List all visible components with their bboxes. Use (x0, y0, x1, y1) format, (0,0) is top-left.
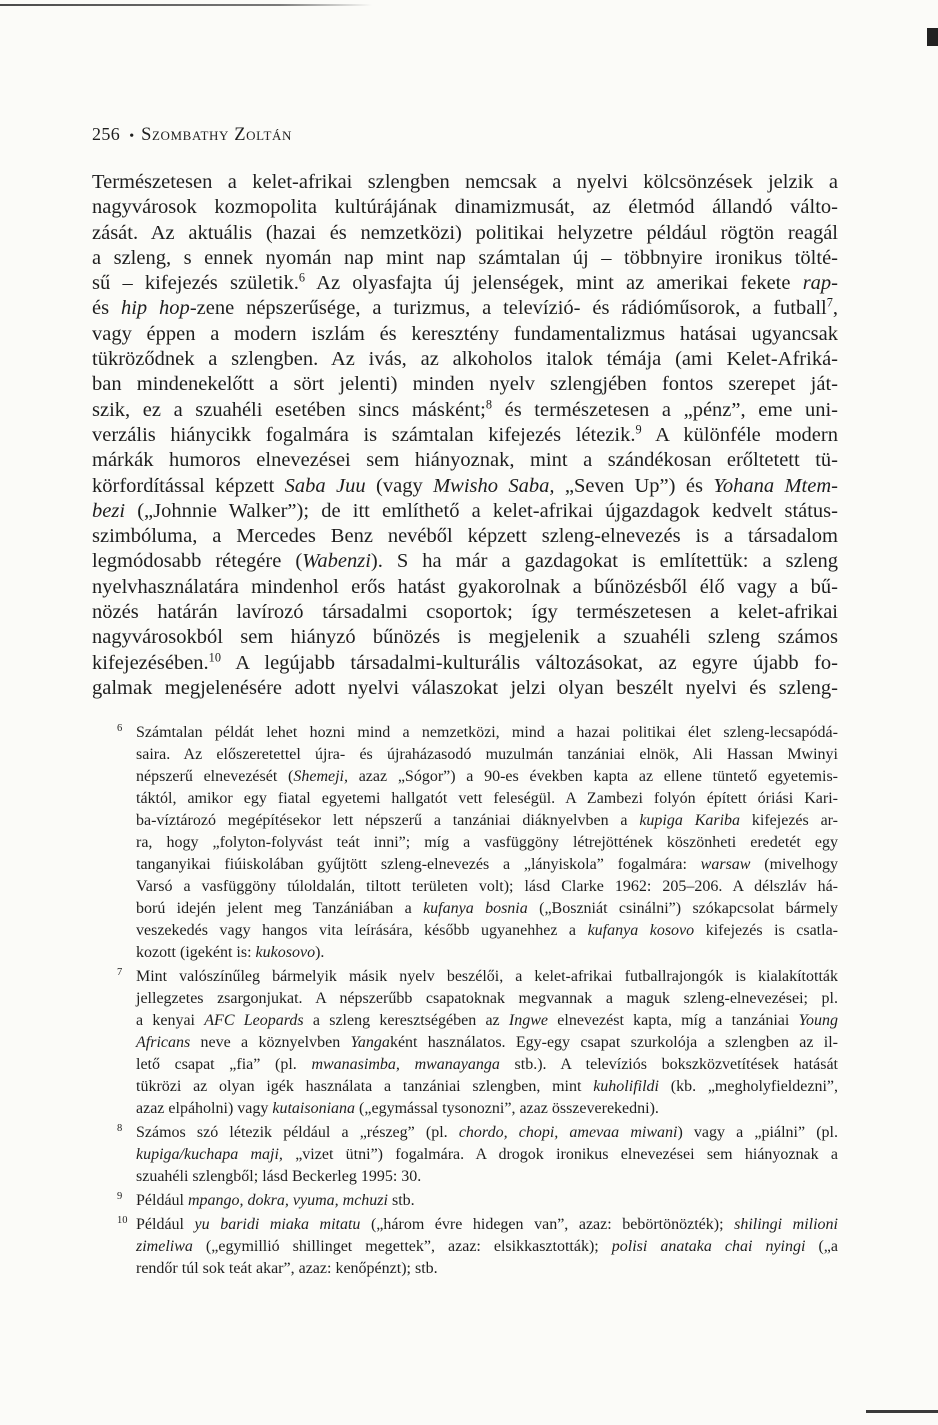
italic-text: Africans (136, 1034, 191, 1051)
text-run: legmódosabb rétegére ( (92, 550, 303, 573)
text-run: Számtalan példát lehet hozni mind a nemzetközi, mind a hazai politikai élet szleng-lecsapódá- (136, 724, 838, 741)
text-run: Mint valószínűleg bármelyik másik nyelv beszélői, a kelet-afrikai futballrajongók is kialakították (136, 968, 838, 985)
text-run: és természetesen a „pénz”, eme uni- (492, 398, 838, 421)
text-run: azaz elpáholni) vagy (136, 1100, 273, 1117)
italic-text: zimeliwa (136, 1238, 193, 1255)
text-run: ban mindenekelőtt a sört jelenti) minden nyelv szlengjében fontos szerepet ját- (92, 373, 838, 396)
scan-edge-line-bottom-right (866, 1410, 938, 1413)
footnote-line (136, 898, 838, 920)
footnote-line (136, 1214, 838, 1236)
italic-text: kufanya bosnia (423, 900, 528, 917)
text-run: nagyvárosokból sem hiányzó bűnözés is megjelenik a szuahéli szleng számos (92, 626, 838, 649)
italic-text: Young (798, 1012, 839, 1029)
footnote-line (136, 810, 838, 832)
text-run: Természetesen a kelet-afrikai szlengben nemcsak a nyelvi kölcsönzések jelzik a (92, 171, 838, 193)
text-run: ború idején jelent meg Tanzániában a (136, 900, 424, 917)
body-line (92, 423, 838, 448)
footnote-number: 7 (117, 967, 123, 978)
text-run: („Johnnie Walker”); de itt említhető a kelet-afrikai újgazdagok kedvelt státus- (125, 499, 838, 522)
body-line (92, 651, 838, 676)
body-line (92, 499, 838, 524)
text-run: ). (315, 944, 325, 961)
footnote-line (136, 744, 838, 766)
text-run: jellegzetes zsargonjukat. A népszerűbb csapatoknak megvannak a maguk szleng-elnevezései; pl. (136, 990, 838, 1007)
text-run: kozott (igeként is: (136, 944, 256, 961)
footnote-reference: 9 (635, 422, 642, 437)
footnote-number: 9 (117, 1191, 123, 1202)
text-run: ként használatos. Egy-egy csapat szurkolója a szlengben az il- (389, 1034, 838, 1051)
footnote-line (136, 1032, 838, 1054)
italic-text: Yohana Mtem- (713, 474, 838, 497)
footnote-line (136, 832, 838, 854)
text-run: Számos szó létezik például a „részeg” (pl. (136, 1124, 459, 1141)
body-line (92, 347, 838, 372)
text-run: szimbóluma, a Mercedes Benz nevéből képzett szleng-elnevezés is a társadalom (92, 525, 838, 548)
body-line (92, 296, 838, 321)
footnote-number: 8 (117, 1123, 123, 1134)
italic-text: mpango, dokra, vyuma, mchuzi (188, 1192, 388, 1209)
text-run: sű – kifejezés születik. (92, 272, 299, 295)
text-run: körfordítással képzett (92, 474, 285, 497)
footnote-line (136, 1190, 838, 1212)
footnote-reference: 6 (298, 270, 306, 285)
text-run: a szleng, s ennek nyomán nap mint nap számtalan új – többnyire ironikus tölté- (92, 246, 838, 269)
text-run: ra, hogy „folyton-folyvást teát inni”; míg a vasfüggöny létrejöttének köszönheti eredetét egy (136, 834, 838, 851)
footnote-line (136, 788, 838, 810)
text-run: ). S ha már a gazdagokat is említettük: a szleng (370, 550, 838, 573)
text-run: Például (136, 1216, 195, 1233)
text-run: nyelvhasználatára mindenhol erős hatást gyakorolnak a bűnözésből élő vagy a bű- (92, 575, 838, 598)
body-line (92, 221, 838, 246)
text-run: kifejezés is csatla- (694, 922, 839, 939)
footnote-line (136, 1122, 838, 1144)
text-run: ba-víztározó megépítésekor lett népszerű a tanzániai diáknyelvben a (136, 812, 640, 829)
text-run: Varsó a vasfüggöny túloldalán, tiltott területen volt); lásd Clarke 1962: 205–206. A délszláv há- (136, 878, 838, 895)
text-run: A legújabb társadalmi-kulturális változásokat, az egyre újabb fo- (220, 651, 838, 674)
footnote-line (136, 1258, 838, 1280)
body-line (92, 398, 838, 423)
footnote-line (136, 876, 838, 898)
text-run: a kenyai (136, 1012, 205, 1029)
text-run: („egymillió shillinget megettek”, azaz: elsikkasztották); (192, 1238, 612, 1255)
italic-text: mwanasimba, mwanayanga (311, 1056, 500, 1073)
text-run: a szleng keresztségében az (303, 1012, 509, 1029)
italic-text: kufanya kosovo (587, 922, 695, 939)
bullet-separator: • (129, 129, 135, 144)
footnote-number: 6 (117, 723, 123, 734)
body-line (92, 195, 838, 220)
text-run: és (92, 297, 121, 320)
text-run: zását. Az aktuális (hazai és nemzetközi) politikai helyzetre például rögtön reagál (92, 221, 838, 244)
italic-text: shilingi milioni (734, 1216, 838, 1233)
italic-text: chordo, chopi, amevaa miwani (458, 1124, 678, 1141)
footnote-9 (117, 1190, 838, 1212)
text-run: szuahéli szlengből; lásd Beckerleg 1995: 30. (136, 1168, 422, 1185)
text-run: azaz „Sógor”) a 90-es években kapta az ellene tüntető egyetemis- (348, 768, 839, 785)
text-run: ) vagy a „piálni” (pl. (677, 1124, 838, 1141)
body-line (92, 575, 838, 600)
body-line (92, 600, 838, 625)
body-line (92, 271, 838, 296)
text-run: népszerű elnevezését ( (136, 768, 294, 785)
text-run: stb.). A televíziós bokszközvetítések hatását (499, 1056, 838, 1073)
footnote-7 (117, 966, 839, 1120)
italic-text: rap- (802, 272, 838, 295)
italic-text: kupiga/kuchapa maji, (136, 1146, 283, 1163)
text-run: („a (805, 1238, 838, 1255)
italic-text: Saba Juu (284, 474, 366, 497)
footnote-line (136, 1144, 838, 1166)
footnote-10 (117, 1214, 838, 1280)
italic-text: hip hop (120, 297, 190, 320)
text-run: („három évre hidegen van”, azaz: bebörtönözték); (360, 1216, 735, 1233)
scan-edge-mark-top-right (927, 28, 938, 46)
italic-text: warsaw (700, 856, 751, 873)
text-run: , (832, 297, 838, 320)
body-line (92, 322, 838, 347)
body-line (92, 625, 838, 650)
footnote-line (136, 1010, 838, 1032)
text-run: elnevezést kapta, míg a tanzániai (548, 1012, 799, 1029)
text-run: verzális hiánycikk fogalmára is számtalan kifejezés létezik. (92, 423, 636, 446)
text-run: vagy éppen a modern iszlám és keresztény fundamentalizmus hatásai ugyancsak (92, 322, 838, 345)
text-run: (mivelhogy (750, 856, 839, 873)
text-run: nagyvárosok kozmopolita kultúrájának dinamizmusát, az életmód állandó válto- (92, 196, 838, 219)
footnote-line (136, 722, 838, 744)
text-run: stb. (387, 1192, 415, 1209)
page-number: 256 (92, 124, 121, 144)
body-line (92, 524, 838, 549)
italic-text: Shemeji, (293, 768, 348, 785)
footnote-line (136, 854, 838, 876)
footnote-line (136, 988, 838, 1010)
footnote-line (136, 1166, 838, 1188)
text-run: tükröződnek a szlengben. Az ivás, az alkoholos italok témája (ami Kelet-Afriká- (92, 348, 838, 371)
italic-text: Ingwe (508, 1012, 549, 1029)
footnote-line (136, 966, 838, 988)
text-run: tükrözi az olyan igék használata a tanzániai szlengben, mint (136, 1078, 594, 1095)
running-header (92, 122, 292, 149)
text-run: („egymással tysonozni”, azaz összeverekedni). (355, 1100, 659, 1117)
text-run: veszekedés vagy hangos vita leírására, később ugyanehhez a (136, 922, 588, 939)
italic-text: AFC Leopards (204, 1012, 304, 1029)
text-run: kifejezés ar- (740, 812, 839, 829)
text-run: lető csapat „fia” (pl. (136, 1056, 312, 1073)
italic-text: Wabenzi (302, 550, 371, 573)
text-run: (vagy (365, 474, 434, 497)
italic-text: kuholifildi (593, 1078, 659, 1095)
footnote-line (136, 1236, 838, 1258)
italic-text: kupiga Kariba (639, 812, 741, 829)
body-line (92, 246, 838, 271)
text-run: (kb. „megholyfieldezni”, (658, 1078, 838, 1095)
body-text (92, 170, 838, 701)
italic-text: kukosovo (255, 944, 316, 961)
body-line (92, 549, 838, 574)
text-run: szik, ez a szuahéli esetében sincs másként; (92, 398, 486, 421)
text-run: kifejezésében. (92, 651, 209, 674)
scan-edge-line-top (0, 4, 372, 6)
text-run: táktól, amikor egy fiatal egyetemi hallgatót vett feleségül. A Zambezi folyón épített óriási Kari- (136, 790, 838, 807)
text-run: „Seven Up”) és (554, 474, 714, 497)
footnote-reference: 8 (485, 397, 493, 412)
footnote-reference: 7 (826, 296, 833, 311)
text-run: galmak megjelenésére adott nyelvi válaszokat jelzi olyan beszélt nyelvi és szleng- (92, 676, 838, 699)
footnote-line (136, 942, 838, 964)
body-line (92, 372, 838, 397)
text-run: „vizet ütni”) fogalmára. A drogok ironikus elnevezései sem hiányoznak a (282, 1146, 839, 1163)
body-line (92, 170, 838, 195)
running-header-author: Szombathy Zoltán (141, 125, 293, 145)
body-line (92, 474, 838, 499)
text-run: Például (136, 1192, 188, 1209)
text-run: saira. Az előszeretettel újra- és újraházasodó muzulmán tanzániai elnök, Ali Hassan Mwinyi (136, 746, 838, 763)
italic-text: bezi (92, 499, 126, 522)
italic-text: Yanga (350, 1034, 390, 1051)
footnote-line (136, 1098, 838, 1120)
italic-text: yu baridi miaka mitatu (194, 1216, 361, 1233)
footnote-line (136, 1076, 838, 1098)
footnote-line (136, 766, 838, 788)
italic-text: polisi anataka chai nyingi (611, 1238, 806, 1255)
text-run: nözés határán lavírozó társadalmi csoportok; így természetesen a kelet-afrikai (92, 601, 838, 624)
text-run: rendőr túl sok teát akar”, azaz: kenőpénzt); stb. (136, 1260, 438, 1277)
footnote-reference: 10 (208, 650, 221, 665)
text-run: („Boszniát csinálni”) szókapcsolat bármely (527, 900, 838, 917)
footnote-number: 10 (117, 1215, 128, 1226)
text-run: Az olyasfajta új jelenségek, mint az amerikai fekete (305, 272, 803, 295)
text-run: -zene népszerűsége, a turizmus, a televízió- és rádióműsorok, a futball (189, 297, 827, 320)
footnote-line (136, 1054, 838, 1076)
text-run: márkák humoros elnevezései sem hiányoznak, mint a szándékosan erőltetett tü- (92, 449, 838, 472)
footnote-8 (117, 1122, 839, 1188)
text-run: A különféle modern (641, 423, 838, 446)
body-line (92, 676, 838, 701)
footnotes (117, 722, 839, 1280)
text-run: tanganyikai fiúiskolában gyűjtött szleng-elnevezés a „lányiskola” fogalmára: (136, 856, 701, 873)
footnote-line (136, 920, 838, 942)
text-run: neve a köznyelvben (190, 1034, 351, 1051)
body-line (92, 448, 838, 473)
italic-text: kutaisoniana (272, 1100, 356, 1117)
italic-text: Mwisho Saba, (433, 474, 555, 497)
footnote-6 (117, 722, 839, 964)
